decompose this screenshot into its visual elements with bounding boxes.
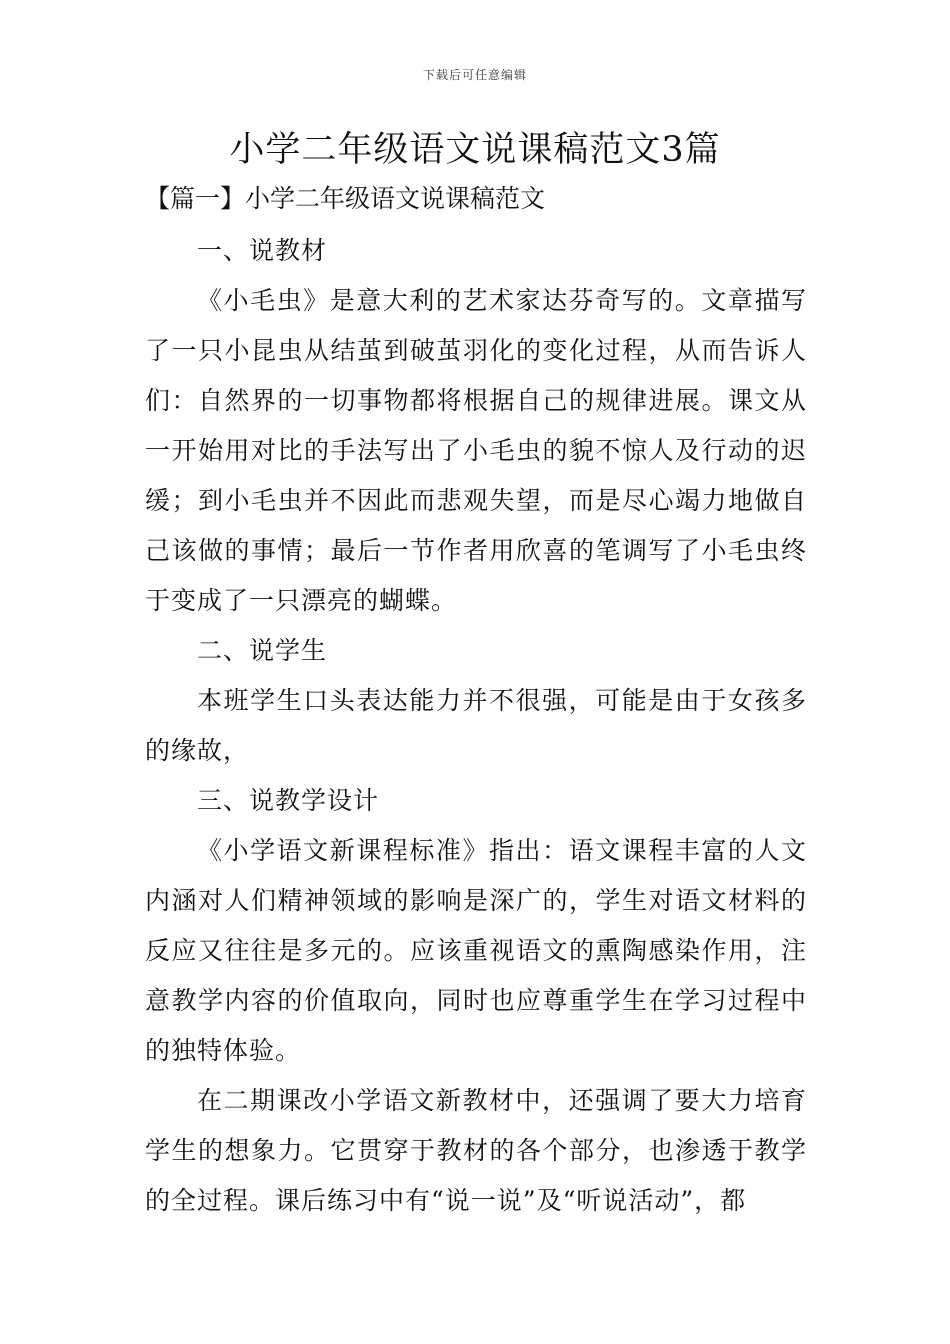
paragraph: 本班学生口头表达能力并不很强，可能是由于女孩多的缘故，	[145, 686, 807, 765]
document-body	[145, 226, 807, 1226]
paragraph: 在二期课改小学语文新教材中，还强调了要大力培育学生的想象力。它贯穿于教材的各个部分，也渗透于教学的全过程。课后练习中有“说一说”及“听说活动”，都	[145, 1086, 807, 1215]
document-title: 小学二年级语文说课稿范文3篇	[229, 130, 721, 170]
subheading-students: 二、说学生	[197, 636, 328, 665]
subheading-teaching-design: 三、说教学设计	[197, 786, 380, 815]
section-heading: 【篇一】小学二年级语文说课稿范文	[145, 184, 546, 213]
paragraph: 《小毛虫》是意大利的艺术家达芬奇写的。文章描写了一只小昆虫从结茧到破茧羽化的变化过程，从而告诉人们：自然界的一切事物都将根据自己的规律进展。课文从一开始用对比的手法写出了小毛虫的貌不惊人及行动的迟缓；到小毛虫并不因此而悲观失望，而是尽心竭力地做自己该做的事情；最后一节作者用欣喜的笔调写了小毛虫终于变成了一只漂亮的蝴蝶。	[145, 286, 807, 615]
subheading-textbook: 一、说教材	[197, 236, 328, 265]
page-header-note: 下载后可任意编辑	[422, 68, 527, 82]
paragraph: 《小学语文新课程标准》指出：语文课程丰富的人文内涵对人们精神领域的影响是深广的，学生对语文材料的反应又往往是多元的。应该重视语文的熏陶感染作用，注意教学内容的价值取向，同时也应尊重学生在学习过程中的独特体验。	[145, 836, 807, 1065]
